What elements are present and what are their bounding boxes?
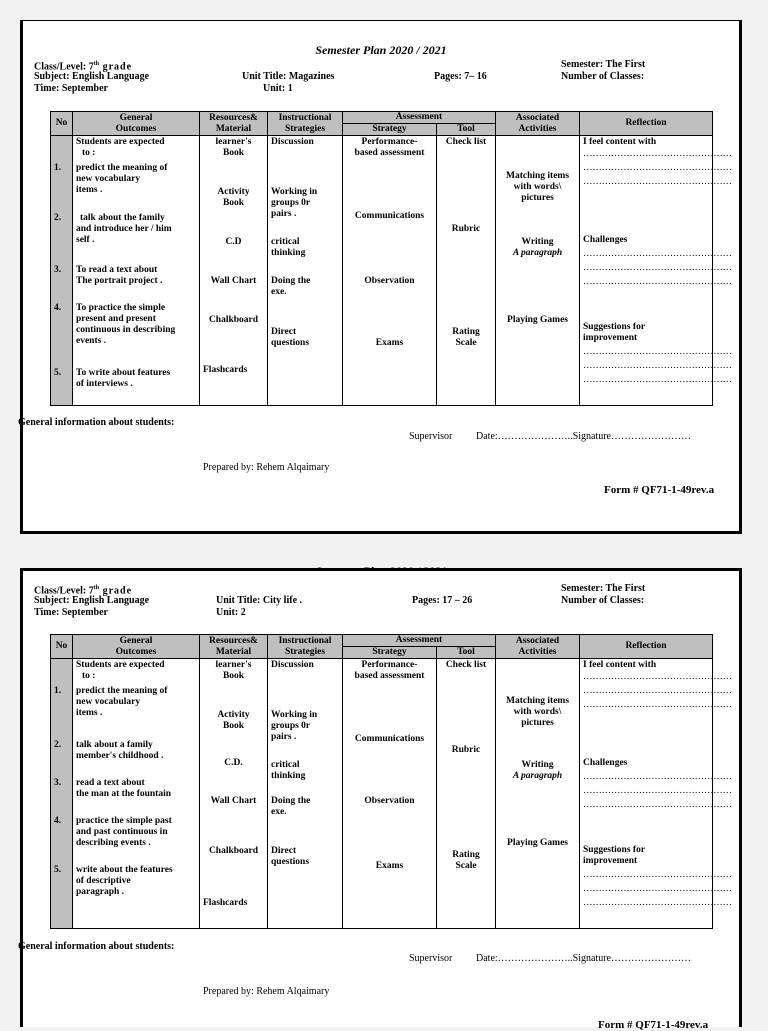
- header-instructional-strategies: Instructional Strategies: [268, 112, 343, 136]
- tool-line: Rating: [452, 850, 480, 860]
- resource-line: Flashcards: [203, 365, 248, 375]
- dotted-line: …………………………………………: [583, 347, 732, 357]
- outcome-line: To read a text about: [76, 265, 158, 275]
- strategy-line: Doing the: [271, 276, 311, 286]
- header-associated-activities: Associated Activities: [496, 112, 580, 136]
- resource-line: Wall Chart: [210, 796, 257, 806]
- header-assessment: Assessment: [343, 635, 496, 647]
- reflection-line: Suggestions for: [583, 845, 646, 855]
- activity-line: Writing: [521, 237, 554, 247]
- header-reflection: Reflection: [580, 112, 713, 136]
- resource-line: Activity: [217, 710, 250, 720]
- outcome-line: Students are expected: [76, 660, 165, 670]
- outcome-line: predict the meaning of: [76, 163, 168, 173]
- reflection-line: Challenges: [583, 235, 628, 245]
- resource-line: Book: [222, 671, 245, 681]
- activity-line: A paragraph: [512, 771, 563, 781]
- dotted-line: …………………………………………: [583, 263, 732, 273]
- assessment-line: Exams: [375, 861, 404, 871]
- general-information: General information about students:: [18, 941, 175, 952]
- header-tool: Tool: [437, 124, 496, 136]
- strategy-line: thinking: [271, 248, 306, 258]
- row-number: 3.: [54, 778, 62, 788]
- dotted-line: …………………………………………: [583, 149, 732, 159]
- outcome-line: new vocabulary: [76, 697, 141, 707]
- strategy-line: Working in: [271, 187, 318, 197]
- time: Time: September: [34, 607, 108, 618]
- class-level: Class/Level: 7th grade: [34, 61, 133, 73]
- outcome-line: the man at the fountain: [76, 789, 172, 799]
- activity-line: Playing Games: [507, 838, 568, 848]
- header-strategy: Strategy: [343, 124, 437, 136]
- class-level: Class/Level: 7th grade: [34, 585, 133, 597]
- reflection-line: improvement: [583, 856, 638, 866]
- resource-line: Book: [222, 148, 245, 158]
- outcome-line: to :: [82, 148, 96, 158]
- activity-line: pictures: [521, 193, 554, 203]
- outcome-line: describing events .: [76, 838, 151, 848]
- pages: Pages: 17 – 26: [412, 595, 473, 606]
- strategy-line: thinking: [271, 771, 306, 781]
- resource-line: Flashcards: [203, 898, 248, 908]
- dotted-line: …………………………………………: [583, 375, 732, 385]
- row-number: 5.: [54, 368, 62, 378]
- outcome-line: practice the simple past: [76, 816, 172, 826]
- outcome-line: to :: [82, 671, 96, 681]
- row-number: 4.: [54, 816, 62, 826]
- reflection-cell: [580, 659, 732, 929]
- outcome-line: talk about the family: [80, 213, 165, 223]
- associated-activities-cell: [496, 659, 580, 929]
- strategy-line: pairs .: [271, 732, 297, 742]
- outcome-line: talk about a family: [76, 740, 153, 750]
- number-of-classes: Number of Classes:: [561, 71, 645, 82]
- instructional-strategies-cell: [268, 136, 343, 406]
- header-general-outcomes: General Outcomes: [73, 112, 200, 136]
- header-resources: Resources& Material: [200, 112, 268, 136]
- resource-line: Wall Chart: [210, 276, 257, 286]
- row-number: 2.: [54, 740, 62, 750]
- row-number: 3.: [54, 265, 62, 275]
- numbers-column: [51, 136, 73, 406]
- outcome-line: predict the meaning of: [76, 686, 168, 696]
- row-number: 4.: [54, 303, 62, 313]
- dotted-line: …………………………………………: [583, 177, 732, 187]
- tool-line: Rating: [452, 327, 480, 337]
- activity-line: with words\: [513, 182, 562, 192]
- assessment-line: Communications: [354, 211, 425, 221]
- dotted-line: …………………………………………: [583, 672, 732, 682]
- dotted-line: …………………………………………: [583, 163, 732, 173]
- dotted-line: …………………………………………: [583, 786, 732, 796]
- header-no: No: [51, 635, 73, 659]
- strategy-line: pairs .: [271, 209, 297, 219]
- strategy-line: Doing the: [271, 796, 311, 806]
- assessment-line: Performance-: [361, 660, 418, 670]
- outcome-line: items .: [76, 185, 103, 195]
- activity-line: with words\: [513, 707, 562, 717]
- assessment-line: based assessment: [354, 671, 425, 681]
- dotted-line: …………………………………………: [583, 884, 732, 894]
- header-instructional-strategies: Instructional Strategies: [268, 635, 343, 659]
- dotted-line: …………………………………………: [583, 700, 732, 710]
- assessment-line: Exams: [375, 338, 404, 348]
- tool-line: Scale: [455, 338, 477, 348]
- resource-line: Chalkboard: [208, 846, 259, 856]
- row-number: 1.: [54, 686, 62, 696]
- general-outcomes-cell: [73, 659, 200, 929]
- semester-plan-unit-2: [18, 568, 742, 1031]
- plan-table: [50, 111, 732, 406]
- dotted-line: …………………………………………: [583, 870, 732, 880]
- resource-line: Activity: [217, 187, 250, 197]
- form-number: Form # QF71-1-49rev.a: [598, 1019, 709, 1031]
- assessment-line: Communications: [354, 734, 425, 744]
- dotted-line: …………………………………………: [583, 361, 732, 371]
- activity-line: Matching items: [505, 696, 570, 706]
- activity-line: Playing Games: [507, 315, 568, 325]
- tool-line: Scale: [455, 861, 477, 871]
- activity-line: Writing: [521, 760, 554, 770]
- pages: Pages: 7– 16: [434, 71, 487, 82]
- row-number: 5.: [54, 865, 62, 875]
- strategy-line: groups 0r: [271, 198, 311, 208]
- strategy-line: Direct: [271, 327, 297, 337]
- outcome-line: of interviews .: [76, 379, 133, 389]
- dotted-line: …………………………………………: [583, 898, 732, 908]
- page-title: Semester Plan 2020 / 2021: [315, 43, 447, 57]
- subject: Subject: English Language: [34, 595, 150, 606]
- row-number: 2.: [54, 213, 62, 223]
- reflection-line: Challenges: [583, 758, 628, 768]
- activity-line: pictures: [521, 718, 554, 728]
- supervisor-label: Supervisor: [409, 431, 453, 442]
- activity-line: A paragraph: [512, 248, 563, 258]
- strategy-line: questions: [271, 857, 310, 867]
- strategy-line: Working in: [271, 710, 318, 720]
- outcome-line: self .: [76, 235, 95, 245]
- prepared-by: Prepared by: Rehem Alqaimary: [203, 462, 330, 473]
- dotted-line: …………………………………………: [583, 277, 732, 287]
- header-tool: Tool: [437, 647, 496, 659]
- activity-line: Matching items: [505, 171, 570, 181]
- strategy-line: groups 0r: [271, 721, 311, 731]
- tool-line: Rubric: [451, 745, 481, 755]
- header-assessment: Assessment: [343, 112, 496, 124]
- number-of-classes: Number of Classes:: [561, 595, 645, 606]
- dotted-line: …………………………………………: [583, 686, 732, 696]
- outcome-line: paragraph .: [76, 887, 125, 897]
- resources-cell: [200, 659, 268, 929]
- outcome-line: member's childhood .: [76, 751, 164, 761]
- outcome-line: present and present: [76, 314, 156, 324]
- tool-line: Rubric: [451, 224, 481, 234]
- general-outcomes-cell: [73, 136, 200, 406]
- strategy-line: Discussion: [271, 137, 314, 147]
- instructional-strategies-cell: [268, 659, 343, 929]
- unit-title: Unit Title: City life .: [216, 595, 303, 606]
- plan-table: [50, 634, 732, 929]
- reflection-line: improvement: [583, 333, 638, 343]
- outcome-line: To practice the simple: [76, 303, 166, 313]
- tool-line: Check list: [445, 660, 487, 670]
- time: Time: September: [34, 83, 108, 94]
- subject: Subject: English Language: [34, 71, 150, 82]
- header-associated-activities: Associated Activities: [496, 635, 580, 659]
- semester: Semester: The First: [561, 583, 646, 594]
- numbers-column: [51, 659, 73, 929]
- outcome-line: write about the features: [76, 865, 173, 875]
- outcome-line: new vocabulary: [76, 174, 141, 184]
- dotted-line: …………………………………………: [583, 772, 732, 782]
- strategy-line: questions: [271, 338, 310, 348]
- strategy-line: Discussion: [271, 660, 314, 670]
- semester-plan-unit-1: [20, 20, 742, 534]
- assessment-line: Performance-: [361, 137, 418, 147]
- date-signature: Date:…………………..Signature……………………: [476, 953, 691, 964]
- reflection-line: I feel content with: [583, 137, 657, 147]
- header-no: No: [51, 112, 73, 136]
- resource-line: learner's: [215, 660, 252, 670]
- outcome-line: and past continuous in: [76, 827, 168, 837]
- outcome-line: continuous in describing: [76, 325, 176, 335]
- resource-line: C.D: [225, 237, 242, 247]
- outcome-line: read a text about: [76, 778, 145, 788]
- assessment-strategy-cell: [343, 136, 437, 406]
- resource-line: C.D.: [224, 758, 243, 768]
- unit-number: Unit: 2: [216, 607, 246, 618]
- dotted-line: …………………………………………: [583, 800, 732, 810]
- reflection-line: I feel content with: [583, 660, 657, 670]
- resource-line: learner's: [215, 137, 252, 147]
- outcome-line: To write about features: [76, 368, 171, 378]
- supervisor-label: Supervisor: [409, 953, 453, 964]
- header-strategy: Strategy: [343, 647, 437, 659]
- outcome-line: events .: [76, 336, 107, 346]
- resource-line: Chalkboard: [208, 315, 259, 325]
- outcome-line: Students are expected: [76, 137, 165, 147]
- assessment-line: Observation: [364, 276, 415, 286]
- strategy-line: critical: [271, 760, 300, 770]
- row-number: 1.: [54, 163, 62, 173]
- dotted-line: …………………………………………: [583, 249, 732, 259]
- strategy-line: exe.: [271, 287, 287, 297]
- assessment-tool-cell: [437, 136, 496, 406]
- header-general-outcomes: General Outcomes: [73, 635, 200, 659]
- outcome-line: and introduce her / him: [76, 224, 172, 234]
- strategy-line: exe.: [271, 807, 287, 817]
- resource-line: Book: [222, 198, 245, 208]
- outcome-line: The portrait project .: [76, 276, 163, 286]
- strategy-line: critical: [271, 237, 300, 247]
- date-signature: Date:…………………..Signature……………………: [476, 431, 691, 442]
- tool-line: Check list: [445, 137, 487, 147]
- outcome-line: items .: [76, 708, 103, 718]
- unit-number: Unit: 1: [263, 83, 293, 94]
- header-reflection: Reflection: [580, 635, 713, 659]
- header-resources: Resources& Material: [200, 635, 268, 659]
- resource-line: Book: [222, 721, 245, 731]
- reflection-line: Suggestions for: [583, 322, 646, 332]
- assessment-line: Observation: [364, 796, 415, 806]
- outcome-line: of descriptive: [76, 876, 131, 886]
- assessment-tool-cell: [437, 659, 496, 929]
- semester: Semester: The First: [561, 59, 646, 70]
- assessment-line: based assessment: [354, 148, 425, 158]
- unit-title: Unit Title: Magazines: [242, 71, 335, 82]
- associated-activities-cell: [496, 136, 580, 406]
- resources-cell: [200, 136, 268, 406]
- reflection-cell: [580, 136, 732, 406]
- prepared-by: Prepared by: Rehem Alqaimary: [203, 986, 330, 997]
- form-number: Form # QF71-1-49rev.a: [604, 484, 715, 496]
- assessment-strategy-cell: [343, 659, 437, 929]
- general-information: General information about students:: [18, 417, 175, 428]
- strategy-line: Direct: [271, 846, 297, 856]
